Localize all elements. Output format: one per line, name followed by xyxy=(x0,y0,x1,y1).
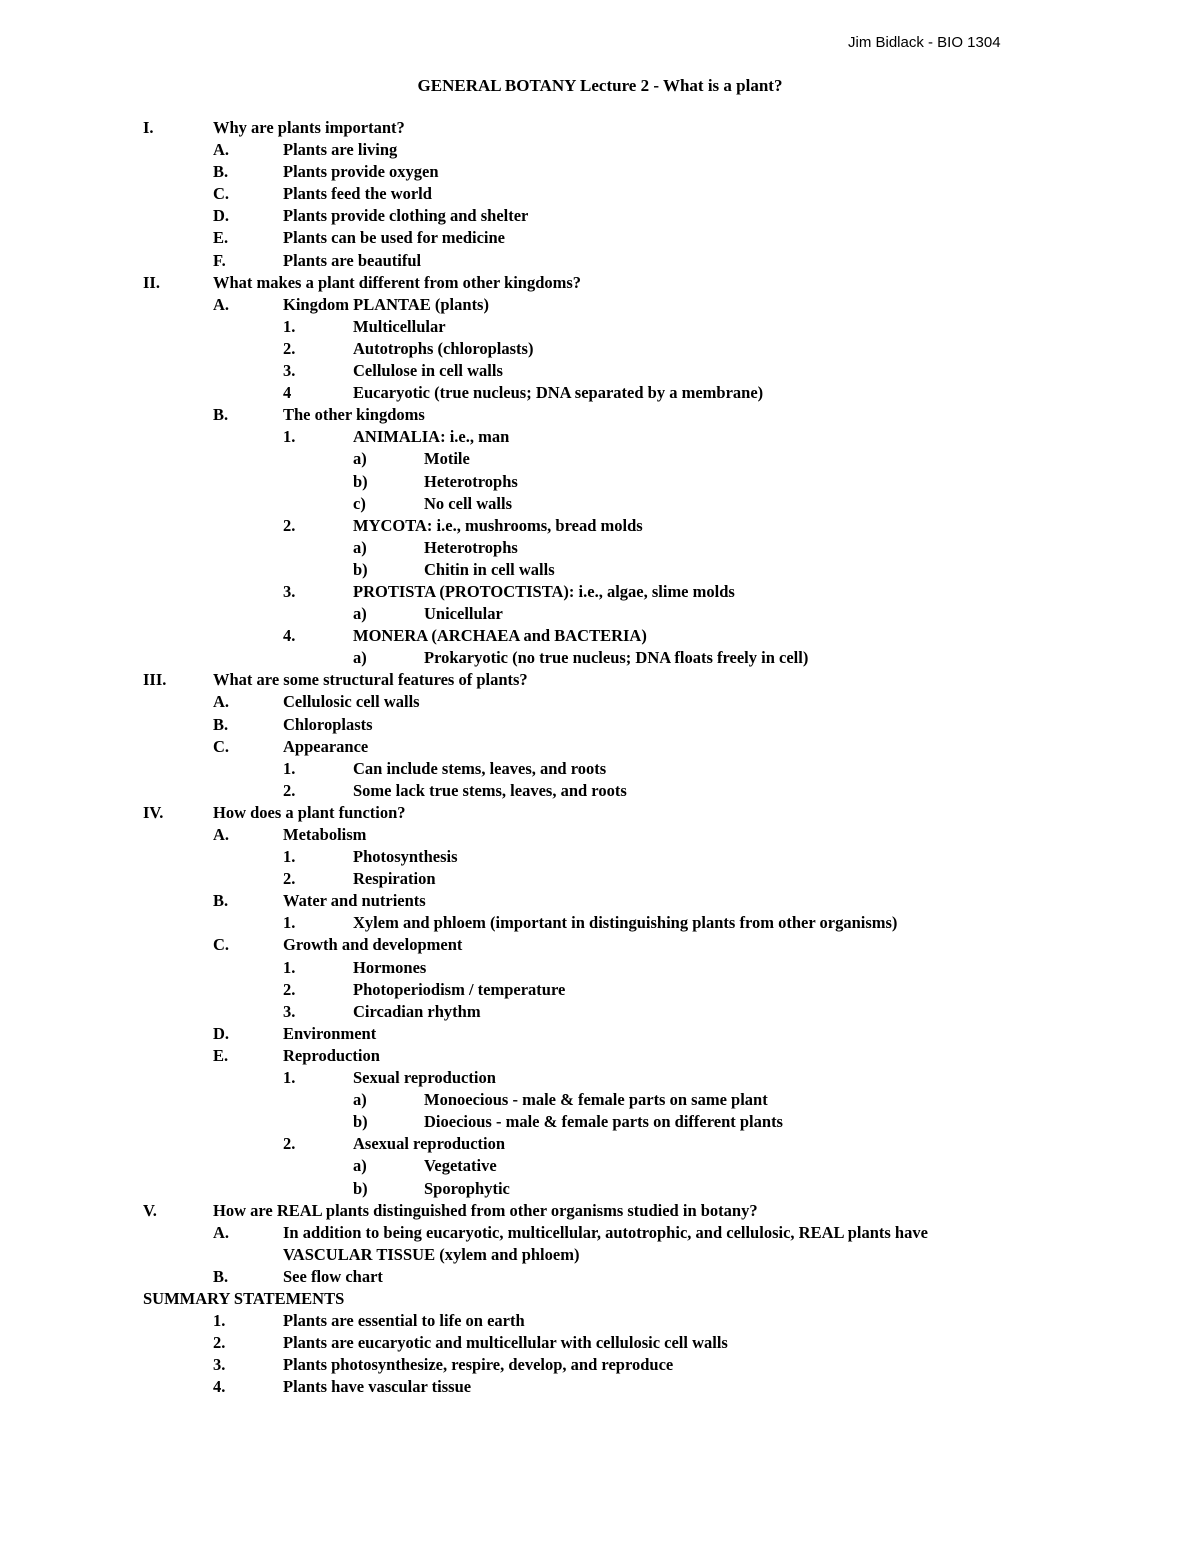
outline-marker: E. xyxy=(213,1045,229,1065)
outline-item xyxy=(0,1089,1200,1111)
outline-text: Photoperiodism / temperature xyxy=(353,979,566,999)
outline-marker: 1. xyxy=(283,427,296,447)
outline-text: Plants provide clothing and shelter xyxy=(283,206,529,226)
outline-text: Circadian rhythm xyxy=(353,1001,481,1021)
outline-marker: A. xyxy=(213,140,230,160)
outline-text: How does a plant function? xyxy=(213,802,406,822)
outline-item xyxy=(0,227,1200,249)
outline-item xyxy=(0,957,1200,979)
outline-marker: a) xyxy=(353,648,367,668)
outline-item xyxy=(0,515,1200,537)
outline-marker: A. xyxy=(213,294,230,314)
outline-marker: B. xyxy=(213,162,229,182)
outline-item xyxy=(0,758,1200,780)
outline-item xyxy=(0,471,1200,493)
outline-marker: 3. xyxy=(283,361,296,381)
outline-item xyxy=(0,1178,1200,1200)
outline-text: Vegetative xyxy=(424,1156,497,1176)
outline-marker: a) xyxy=(353,537,367,557)
outline-marker: A. xyxy=(213,1222,230,1242)
author-header: Jim Bidlack - BIO 1304 xyxy=(848,34,1001,51)
outline-text: No cell walls xyxy=(424,493,512,513)
outline-item xyxy=(0,1222,1200,1244)
outline-item xyxy=(0,1023,1200,1045)
outline-marker: F. xyxy=(213,250,226,270)
outline-text: Xylem and phloem (important in distinguishing plants from other organisms) xyxy=(353,913,898,933)
outline-marker: 2. xyxy=(283,515,296,535)
outline-item xyxy=(0,824,1200,846)
outline-text: Chitin in cell walls xyxy=(424,559,555,579)
outline-text: What makes a plant different from other kingdoms? xyxy=(213,272,582,292)
outline-marker: III. xyxy=(143,670,167,690)
outline-item xyxy=(0,338,1200,360)
outline-item xyxy=(0,205,1200,227)
outline-marker: 1. xyxy=(283,758,296,778)
outline-item xyxy=(0,1045,1200,1067)
outline-item xyxy=(0,272,1200,294)
outline-item xyxy=(0,139,1200,161)
outline-item xyxy=(0,890,1200,912)
outline-item xyxy=(0,1001,1200,1023)
outline-item xyxy=(0,537,1200,559)
outline-text: Hormones xyxy=(353,957,427,977)
outline-text: Eucaryotic (true nucleus; DNA separated by a membrane) xyxy=(353,383,764,403)
outline-text: In addition to being eucaryotic, multicellular, autotrophic, and cellulosic, REAL plants have xyxy=(283,1222,928,1242)
outline-text: MONERA (ARCHAEA and BACTERIA) xyxy=(353,626,647,646)
outline-marker: A. xyxy=(213,692,230,712)
outline-marker: 2. xyxy=(283,338,296,358)
outline-marker: 1. xyxy=(283,847,296,867)
outline-item xyxy=(0,316,1200,338)
outline-marker: b) xyxy=(353,1178,368,1198)
outline-marker: 1. xyxy=(213,1311,226,1331)
outline-text: Cellulosic cell walls xyxy=(283,692,420,712)
outline-marker: 2. xyxy=(283,869,296,889)
outline-marker: 1. xyxy=(283,316,296,336)
outline-item xyxy=(0,250,1200,272)
outline-marker: 4. xyxy=(283,626,296,646)
outline-item xyxy=(0,603,1200,625)
outline-item xyxy=(0,1244,1200,1266)
outline-text: Plants are beautiful xyxy=(283,250,422,270)
outline-text: Growth and development xyxy=(283,935,463,955)
outline-marker: V. xyxy=(143,1200,157,1220)
outline-item xyxy=(0,1067,1200,1089)
outline-marker: a) xyxy=(353,1156,367,1176)
outline-text: Metabolism xyxy=(283,825,367,844)
outline-marker: D. xyxy=(213,206,230,226)
outline-item xyxy=(0,1111,1200,1133)
outline-marker: a) xyxy=(353,449,367,469)
outline-item xyxy=(0,117,1200,139)
outline-text: Heterotrophs xyxy=(424,471,518,491)
outline-marker: B. xyxy=(213,1266,229,1286)
outline-text: Can include stems, leaves, and roots xyxy=(353,758,607,778)
outline-text: Sexual reproduction xyxy=(353,1068,496,1088)
outline-marker: B. xyxy=(213,405,229,425)
outline-marker: C. xyxy=(213,736,230,756)
outline-item xyxy=(0,1376,1200,1398)
outline-marker: 2. xyxy=(283,1134,296,1154)
outline-text: What are some structural features of plants? xyxy=(213,670,528,690)
outline-item xyxy=(0,647,1200,669)
outline-item xyxy=(0,294,1200,316)
outline-text: Plants are essential to life on earth xyxy=(283,1311,525,1331)
outline-text: Plants are living xyxy=(283,140,398,160)
outline-text: Plants feed the world xyxy=(283,184,432,204)
outline-text: Plants photosynthesize, respire, develop, and reproduce xyxy=(283,1355,674,1375)
outline-text: VASCULAR TISSUE (xylem and phloem) xyxy=(283,1244,580,1264)
lecture-outline xyxy=(0,117,1200,1398)
outline-text: SUMMARY STATEMENTS xyxy=(143,1288,345,1308)
outline-item xyxy=(0,404,1200,426)
outline-marker: C. xyxy=(213,184,230,204)
outline-text: How are REAL plants distinguished from other organisms studied in botany? xyxy=(213,1200,758,1220)
outline-text: Autotrophs (chloroplasts) xyxy=(353,338,534,358)
outline-item xyxy=(0,1133,1200,1155)
outline-marker: C. xyxy=(213,935,230,955)
outline-item xyxy=(0,979,1200,1001)
outline-item xyxy=(0,559,1200,581)
outline-marker: a) xyxy=(353,604,367,624)
outline-text: See flow chart xyxy=(283,1266,383,1286)
section-heading xyxy=(0,1288,1200,1310)
outline-text: Multicellular xyxy=(353,316,446,336)
outline-item xyxy=(0,736,1200,758)
page-title: GENERAL BOTANY Lecture 2 - What is a plant? xyxy=(417,76,783,95)
outline-item xyxy=(0,691,1200,713)
outline-text: Why are plants important? xyxy=(213,118,405,137)
outline-text: Water and nutrients xyxy=(283,891,426,911)
outline-marker: b) xyxy=(353,559,368,579)
outline-marker: 3. xyxy=(283,1001,296,1021)
outline-item xyxy=(0,1310,1200,1332)
outline-item xyxy=(0,802,1200,824)
outline-item xyxy=(0,493,1200,515)
outline-marker: 4 xyxy=(283,383,292,403)
outline-text: The other kingdoms xyxy=(283,405,425,425)
outline-text: Appearance xyxy=(283,736,369,756)
outline-text: MYCOTA: i.e., mushrooms, bread molds xyxy=(353,515,643,535)
outline-text: Kingdom PLANTAE (plants) xyxy=(283,294,489,314)
outline-text: Motile xyxy=(424,449,470,469)
outline-text: Cellulose in cell walls xyxy=(353,361,503,381)
outline-item xyxy=(0,1332,1200,1354)
outline-item xyxy=(0,1354,1200,1376)
outline-item xyxy=(0,868,1200,890)
outline-text: Plants can be used for medicine xyxy=(283,228,505,248)
outline-item xyxy=(0,1155,1200,1177)
outline-marker: E. xyxy=(213,228,229,248)
outline-item xyxy=(0,846,1200,868)
outline-text: Photosynthesis xyxy=(353,847,458,867)
outline-item xyxy=(0,426,1200,448)
outline-item xyxy=(0,934,1200,956)
outline-text: Monoecious - male & female parts on same plant xyxy=(424,1090,768,1110)
outline-item xyxy=(0,1266,1200,1288)
outline-text: ANIMALIA: i.e., man xyxy=(353,427,510,447)
outline-item xyxy=(0,161,1200,183)
outline-marker: B. xyxy=(213,714,229,734)
outline-text: PROTISTA (PROTOCTISTA): i.e., algae, slime molds xyxy=(353,581,735,601)
outline-text: Environment xyxy=(283,1023,377,1043)
outline-item xyxy=(0,625,1200,647)
outline-item xyxy=(0,912,1200,934)
outline-marker: IV. xyxy=(143,802,164,822)
outline-marker: D. xyxy=(213,1023,230,1043)
outline-text: Dioecious - male & female parts on different plants xyxy=(424,1112,783,1132)
outline-marker: a) xyxy=(353,1090,367,1110)
outline-marker: 1. xyxy=(283,1068,296,1088)
outline-marker: I. xyxy=(143,118,154,137)
outline-item xyxy=(0,1200,1200,1222)
outline-text: Asexual reproduction xyxy=(353,1134,506,1154)
outline-text: Unicellular xyxy=(424,604,503,624)
outline-marker: 3. xyxy=(283,581,296,601)
outline-item xyxy=(0,183,1200,205)
outline-text: Chloroplasts xyxy=(283,714,373,734)
outline-marker: 2. xyxy=(283,780,296,800)
outline-text: Plants have vascular tissue xyxy=(283,1377,472,1397)
outline-marker: 1. xyxy=(283,913,296,933)
outline-marker: B. xyxy=(213,891,229,911)
outline-text: Some lack true stems, leaves, and roots xyxy=(353,780,627,800)
outline-marker: 2. xyxy=(283,979,296,999)
outline-item xyxy=(0,581,1200,603)
outline-marker: 1. xyxy=(283,957,296,977)
outline-item xyxy=(0,714,1200,736)
outline-marker: 3. xyxy=(213,1355,226,1375)
outline-item xyxy=(0,360,1200,382)
outline-text: Plants are eucaryotic and multicellular with cellulosic cell walls xyxy=(283,1333,728,1353)
outline-item xyxy=(0,382,1200,404)
outline-text: Heterotrophs xyxy=(424,537,518,557)
outline-marker: A. xyxy=(213,825,230,844)
outline-text: Plants provide oxygen xyxy=(283,162,439,182)
outline-text: Sporophytic xyxy=(424,1178,510,1198)
outline-marker: c) xyxy=(353,493,366,513)
outline-marker: II. xyxy=(143,272,160,292)
outline-text: Reproduction xyxy=(283,1045,380,1065)
outline-item xyxy=(0,448,1200,470)
outline-item xyxy=(0,669,1200,691)
outline-marker: 4. xyxy=(213,1377,226,1397)
outline-marker: b) xyxy=(353,471,368,491)
outline-marker: b) xyxy=(353,1112,368,1132)
outline-text: Prokaryotic (no true nucleus; DNA floats freely in cell) xyxy=(424,648,809,668)
outline-text: Respiration xyxy=(353,869,436,889)
outline-item xyxy=(0,780,1200,802)
outline-marker: 2. xyxy=(213,1333,226,1353)
